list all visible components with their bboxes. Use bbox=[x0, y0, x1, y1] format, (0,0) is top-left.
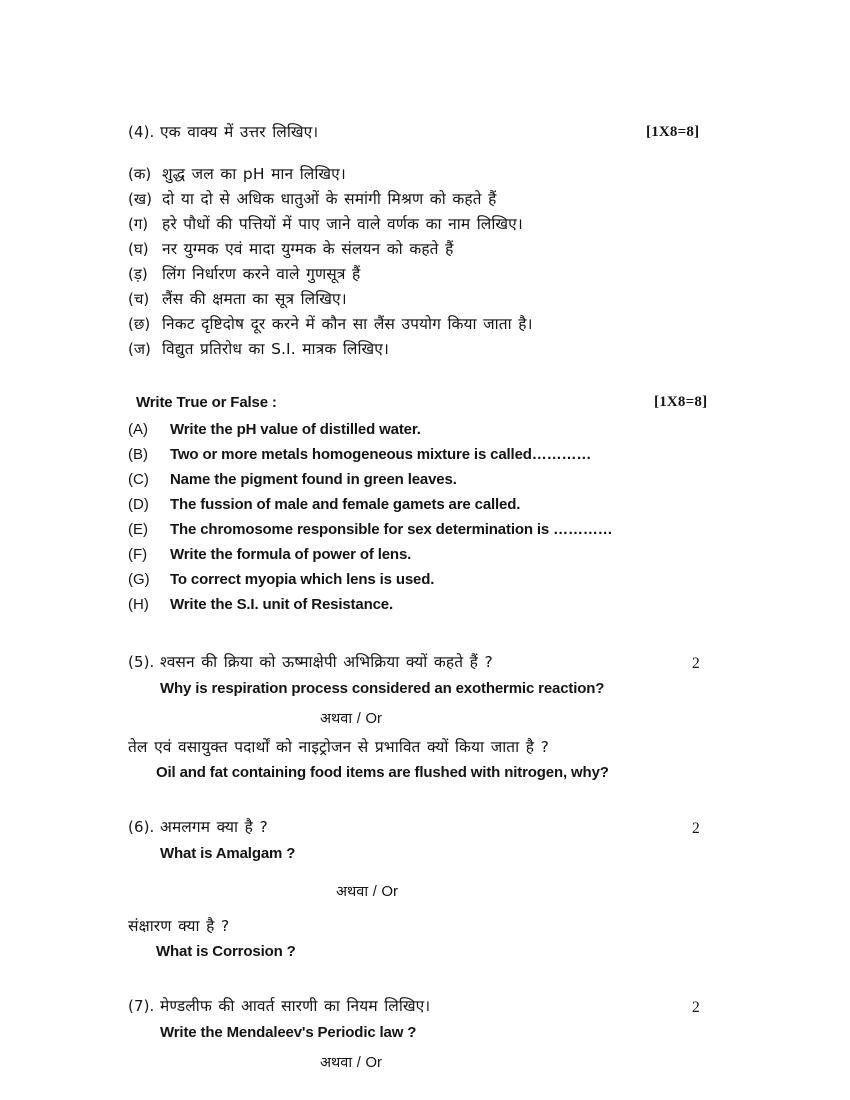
item-label: (E) bbox=[128, 521, 148, 538]
list-item bbox=[128, 521, 706, 546]
list-item bbox=[128, 164, 706, 189]
item-text: हरे पौधों की पत्तियों में पाए जाने वाले वर्णक का नाम लिखिए। bbox=[162, 215, 523, 233]
list-item bbox=[128, 239, 706, 264]
item-text: Write the S.I. unit of Resistance. bbox=[170, 596, 393, 613]
question-6 bbox=[128, 820, 706, 959]
item-text: लैंस की क्षमता का सूत्र लिखिए। bbox=[162, 290, 347, 308]
item-label: (F) bbox=[128, 546, 148, 563]
question-5-marks: 2 bbox=[692, 655, 700, 672]
item-text: Write the formula of power of lens. bbox=[170, 546, 412, 563]
section-4-marks: [1X8=8] bbox=[646, 124, 700, 140]
question-7-english-text: Write the Mendaleev's Periodic law ? bbox=[160, 1023, 417, 1041]
item-text: निकट दृष्टिदोष दूर करने में कौन सा लैंस उपयोग किया जाता है। bbox=[162, 315, 533, 333]
or-hindi: अथवा bbox=[335, 883, 369, 900]
question-5-english-text: Why is respiration process considered an exothermic reaction? bbox=[160, 679, 605, 697]
item-label: (ज) bbox=[128, 340, 151, 358]
true-false-item-list bbox=[128, 421, 706, 621]
item-text: विद्युत प्रतिरोध का S.I. मात्रक लिखिए। bbox=[162, 340, 389, 358]
question-7-marks: 2 bbox=[692, 999, 700, 1016]
list-item bbox=[128, 421, 706, 446]
list-item bbox=[128, 264, 706, 289]
section-4-item-list bbox=[128, 164, 706, 364]
item-label: (G) bbox=[128, 571, 150, 588]
or-english: Or bbox=[381, 882, 399, 900]
section-4-heading bbox=[128, 124, 706, 142]
question-5 bbox=[128, 655, 706, 780]
question-7 bbox=[128, 999, 706, 1072]
or-slash: / bbox=[356, 1054, 361, 1071]
list-item bbox=[128, 339, 706, 364]
question-6-or-separator bbox=[128, 881, 706, 901]
list-item bbox=[128, 546, 706, 571]
question-7-number: (7). bbox=[128, 997, 155, 1015]
list-item bbox=[128, 289, 706, 314]
item-text: Name the pigment found in green leaves. bbox=[170, 471, 457, 488]
question-7-hindi-line bbox=[128, 999, 706, 1015]
item-text: शुद्ध जल का pH मान लिखिए। bbox=[162, 165, 346, 183]
list-item bbox=[128, 596, 706, 621]
item-text: दो या दो से अधिक धातुओं के समांगी मिश्रण को कहते हैं bbox=[162, 190, 497, 208]
item-label: (ड़) bbox=[128, 265, 148, 283]
item-text: To correct myopia which lens is used. bbox=[170, 571, 435, 588]
question-6-alt-hindi-text: संक्षारण क्या है ? bbox=[128, 916, 230, 935]
question-6-hindi-text: अमलगम क्या है ? bbox=[160, 818, 268, 836]
item-text: The chromosome responsible for sex determination is ………… bbox=[170, 521, 613, 538]
question-6-alt-english-text: What is Corrosion ? bbox=[156, 943, 296, 960]
section-4-title: एक वाक्य में उत्तर लिखिए। bbox=[160, 123, 319, 141]
question-5-alt-hindi-text: तेल एवं वसायुक्त पदार्थों को नाइट्रोजन से प्रभावित क्यों किया जाता है ? bbox=[128, 737, 549, 756]
list-item bbox=[128, 189, 706, 214]
true-false-heading bbox=[136, 394, 706, 412]
question-5-hindi-line bbox=[128, 655, 706, 671]
item-label: (च) bbox=[128, 290, 150, 308]
question-5-number: (5). bbox=[128, 653, 155, 671]
list-item bbox=[128, 446, 706, 471]
list-item bbox=[128, 496, 706, 521]
or-english: Or bbox=[365, 1053, 383, 1071]
item-label: (C) bbox=[128, 471, 149, 488]
item-label: (A) bbox=[128, 421, 148, 438]
section-4-number: (4). bbox=[128, 123, 155, 141]
item-text: Two or more metals homogeneous mixture is called………… bbox=[170, 446, 592, 463]
page-content bbox=[128, 124, 706, 1072]
question-6-number: (6). bbox=[128, 818, 155, 836]
list-item bbox=[128, 571, 706, 596]
question-7-hindi-text: मेण्डलीफ की आवर्त सारणी का नियम लिखिए। bbox=[160, 997, 431, 1015]
item-text: Write the pH value of distilled water. bbox=[170, 421, 421, 438]
or-english: Or bbox=[365, 709, 383, 727]
list-item bbox=[128, 314, 706, 339]
item-text: नर युग्मक एवं मादा युग्मक के संलयन को कहते हैं bbox=[162, 240, 454, 258]
item-label: (घ) bbox=[128, 240, 149, 258]
item-label: (ग) bbox=[128, 215, 149, 233]
or-slash: / bbox=[356, 710, 361, 727]
question-7-or-separator bbox=[128, 1052, 706, 1072]
item-label: (ख) bbox=[128, 190, 152, 208]
item-label: (H) bbox=[128, 596, 149, 613]
or-slash: / bbox=[372, 883, 377, 900]
item-text: लिंग निर्धारण करने वाले गुणसूत्र हैं bbox=[162, 265, 361, 283]
item-label: (D) bbox=[128, 496, 149, 513]
or-hindi: अथवा bbox=[319, 1054, 353, 1071]
item-label: (B) bbox=[128, 446, 148, 463]
item-label: (छ) bbox=[128, 315, 151, 333]
question-6-marks: 2 bbox=[692, 820, 700, 837]
item-label: (क) bbox=[128, 165, 152, 183]
question-5-alt-english-text: Oil and fat containing food items are flushed with nitrogen, why? bbox=[156, 764, 609, 781]
question-5-or-separator bbox=[128, 708, 706, 728]
item-text: The fussion of male and female gamets are called. bbox=[170, 496, 521, 513]
true-false-marks: [1X8=8] bbox=[654, 394, 708, 410]
question-6-hindi-line bbox=[128, 820, 706, 836]
question-5-hindi-text: श्वसन की क्रिया को ऊष्माक्षेपी अभिक्रिया क्यों कहते हैं ? bbox=[160, 653, 493, 671]
list-item bbox=[128, 214, 706, 239]
list-item bbox=[128, 471, 706, 496]
or-hindi: अथवा bbox=[319, 710, 353, 727]
question-6-english-text: What is Amalgam ? bbox=[160, 844, 296, 862]
true-false-title: Write True or False : bbox=[136, 394, 277, 411]
